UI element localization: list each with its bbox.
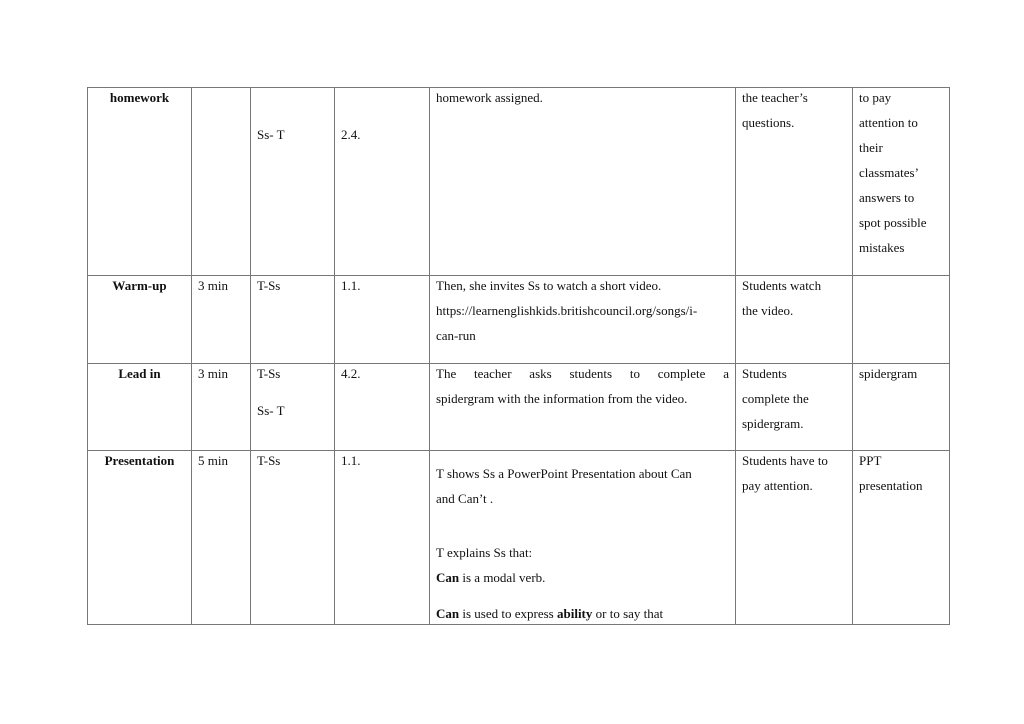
objective-text: 4.2.: [341, 366, 361, 381]
stage-label: Lead in: [118, 366, 161, 381]
description-cell: [429, 450, 736, 625]
activity-line: spidergram.: [742, 416, 804, 431]
activity-line: questions.: [742, 115, 795, 130]
description-line: and Can’t .: [436, 491, 494, 506]
description-line: The teacher asks students to complete a: [436, 366, 729, 381]
activity-line: the video.: [742, 303, 794, 318]
description-line: T shows Ss a PowerPoint Presentation about Can: [436, 466, 692, 481]
bold-term: Can: [436, 570, 460, 585]
student-activity-cell: [735, 363, 853, 451]
objective-cell: [334, 450, 430, 625]
description-line: [436, 601, 729, 626]
materials-cell: [852, 275, 950, 364]
stage-label: Warm-up: [112, 278, 167, 293]
description-line: Then, she invites Ss to watch a short video.: [436, 278, 662, 293]
student-activity-cell: [735, 275, 853, 364]
bold-term: Can: [436, 606, 460, 621]
description-line: spidergram with the information from the video.: [436, 391, 688, 406]
description-line: homework assigned.: [436, 90, 543, 105]
description-line: [436, 565, 729, 590]
student-activity-cell: [735, 450, 853, 625]
interaction-cell: [250, 363, 335, 451]
activity-line: complete the: [742, 391, 809, 406]
materials-line: to pay: [859, 90, 892, 105]
activity-line: pay attention.: [742, 478, 813, 493]
description-line: T explains Ss that:: [436, 545, 533, 560]
activity-line: Students watch: [742, 278, 822, 293]
description-cell: [429, 275, 736, 364]
materials-line: their: [859, 140, 883, 155]
stage-cell: [87, 275, 192, 364]
activity-line: Students have to: [742, 453, 828, 468]
materials-line: answers to: [859, 190, 915, 205]
stage-cell: [87, 363, 192, 451]
description-cell: [429, 363, 736, 451]
video-link-continued[interactable]: can-run: [436, 328, 476, 343]
description-text: is used to express: [459, 606, 557, 621]
time-text: 3 min: [198, 278, 228, 293]
materials-cell: [852, 363, 950, 451]
interaction-cell: [250, 450, 335, 625]
materials-line: spot possible: [859, 215, 927, 230]
interaction-text: T-Ss: [257, 366, 281, 381]
materials-line: spidergram: [859, 366, 918, 381]
interaction-text: T-Ss: [257, 453, 281, 468]
materials-line: classmates’: [859, 165, 919, 180]
objective-text: 2.4.: [341, 127, 361, 142]
stage-cell: [87, 450, 192, 625]
description-cell: [429, 87, 736, 276]
time-cell: [191, 363, 251, 451]
time-cell: [191, 87, 251, 276]
interaction-text: T-Ss: [257, 278, 281, 293]
objective-text: 1.1.: [341, 278, 361, 293]
materials-line: mistakes: [859, 240, 905, 255]
materials-line: presentation: [859, 478, 923, 493]
video-link[interactable]: https://learnenglishkids.britishcouncil.org/songs/i-: [436, 303, 698, 318]
objective-cell: [334, 275, 430, 364]
interaction-cell: [250, 275, 335, 364]
activity-line: Students: [742, 366, 787, 381]
time-cell: [191, 450, 251, 625]
objective-cell: [334, 87, 430, 276]
stage-cell: [87, 87, 192, 276]
materials-line: PPT: [859, 453, 882, 468]
stage-label: Presentation: [104, 453, 175, 468]
materials-line: attention to: [859, 115, 918, 130]
bold-term: ability: [556, 606, 593, 621]
description-text: is a modal verb.: [459, 570, 546, 585]
objective-cell: [334, 363, 430, 451]
time-cell: [191, 275, 251, 364]
activity-line: the teacher’s: [742, 90, 808, 105]
description-text: or to say that: [592, 606, 664, 621]
time-text: [198, 85, 244, 110]
objective-text: 1.1.: [341, 453, 361, 468]
interaction-text: Ss- T: [257, 403, 285, 418]
interaction-cell: [250, 87, 335, 276]
time-text: 5 min: [198, 453, 228, 468]
materials-cell: [852, 450, 950, 625]
interaction-text: Ss- T: [257, 127, 285, 142]
student-activity-cell: [735, 87, 853, 276]
stage-label: homework: [109, 90, 170, 105]
time-text: 3 min: [198, 366, 228, 381]
materials-cell: [852, 87, 950, 276]
